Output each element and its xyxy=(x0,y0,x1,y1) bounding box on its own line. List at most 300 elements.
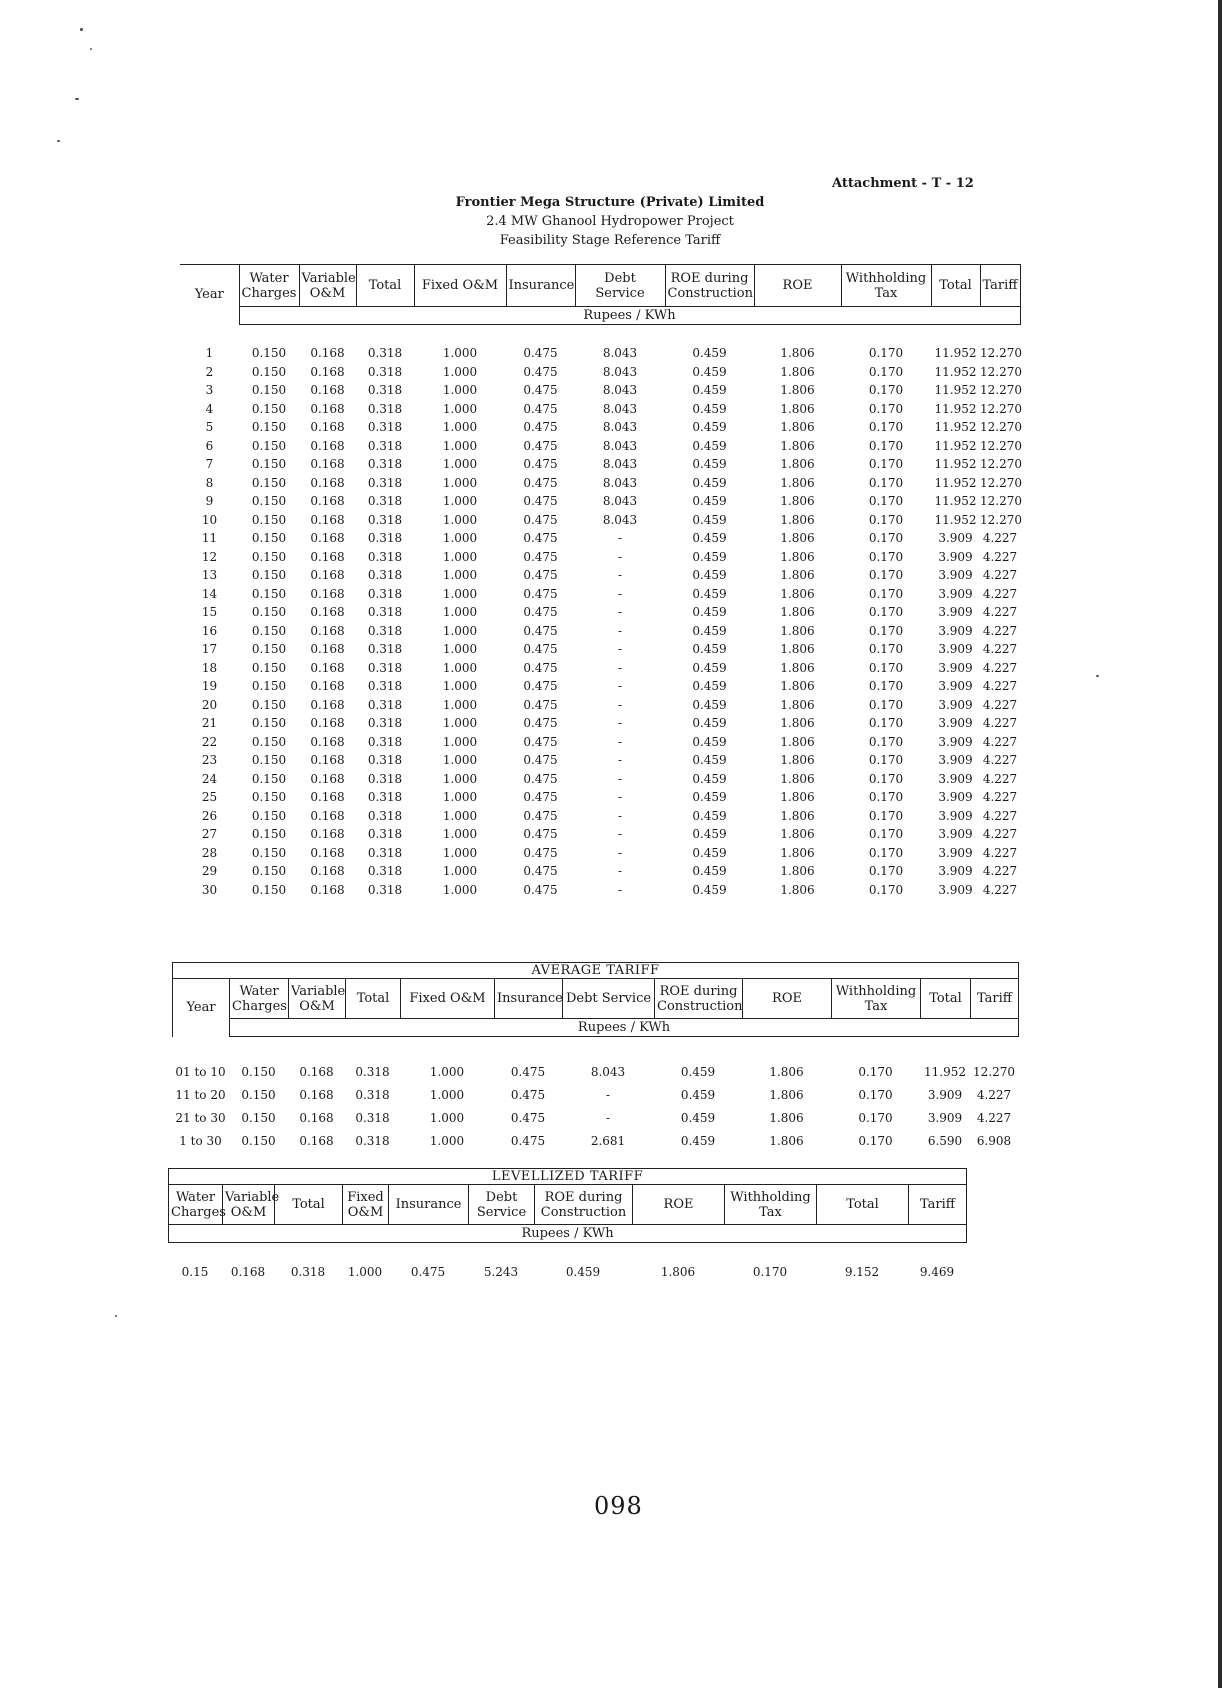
table-cell: 0.170 xyxy=(868,697,904,712)
table-cell: 12.270 xyxy=(980,475,1022,490)
table-cell: - xyxy=(617,808,623,823)
annual-data-table xyxy=(180,344,1020,899)
col-header-roe-construction: ROE during Construction xyxy=(665,265,754,307)
year-cell: 16 xyxy=(201,623,218,638)
table-cell: 0.168 xyxy=(310,642,345,657)
table-cell: - xyxy=(617,586,623,601)
table-cell: 1.000 xyxy=(442,845,478,860)
table-row xyxy=(180,714,1020,733)
avg-col-header-insurance: Insurance xyxy=(495,979,563,1019)
table-cell: 0.475 xyxy=(523,531,558,546)
table-cell: 0.459 xyxy=(692,882,727,897)
table-cell: 1.000 xyxy=(429,1110,465,1125)
table-cell: 1.806 xyxy=(769,1087,804,1102)
col-header-water-charges: Water Charges xyxy=(239,265,299,307)
table-cell: 1.806 xyxy=(780,401,815,416)
table-cell: - xyxy=(617,845,623,860)
table-cell: 1.000 xyxy=(442,383,478,398)
year-cell: 2 xyxy=(205,364,214,379)
table-cell: - xyxy=(617,790,623,805)
year-cell: 21 xyxy=(201,716,218,731)
year-cell: 3 xyxy=(205,383,214,398)
table-cell: 11.952 xyxy=(934,383,977,398)
table-cell: 1.806 xyxy=(769,1110,804,1125)
average-data-table xyxy=(172,1060,1018,1152)
table-cell: 0.168 xyxy=(310,808,345,823)
table-cell: 11.952 xyxy=(934,457,977,472)
table-row xyxy=(180,677,1020,696)
table-cell: 0.150 xyxy=(251,697,287,712)
table-cell: 1.000 xyxy=(442,827,478,842)
table-cell: - xyxy=(617,568,623,583)
table-cell: 1.000 xyxy=(442,346,478,361)
table-cell: 0.150 xyxy=(251,568,287,583)
table-cell: 0.459 xyxy=(692,383,727,398)
table-row xyxy=(180,418,1020,437)
table-cell: - xyxy=(617,623,623,638)
table-cell: 0.170 xyxy=(858,1087,893,1102)
table-cell: 3.909 xyxy=(938,586,973,601)
table-row xyxy=(180,881,1020,900)
table-cell: 1.000 xyxy=(442,660,478,675)
table-cell: 1.000 xyxy=(442,753,478,768)
table-cell: 8.043 xyxy=(602,401,638,416)
table-row xyxy=(180,474,1020,493)
table-cell: 8.043 xyxy=(602,457,638,472)
table-cell: 3.909 xyxy=(938,808,973,823)
table-cell: 12.270 xyxy=(980,420,1022,435)
table-cell: 4.227 xyxy=(982,771,1018,786)
table-cell: 0.150 xyxy=(251,623,287,638)
table-cell: 3.909 xyxy=(938,679,973,694)
table-cell: 0.168 xyxy=(310,771,345,786)
table-cell: 1.806 xyxy=(780,605,815,620)
table-cell: 11.952 xyxy=(924,1064,966,1079)
table-cell: 0.475 xyxy=(523,420,558,435)
table-cell: 0.475 xyxy=(523,882,558,897)
table-cell: 1.000 xyxy=(442,457,478,472)
table-cell: 0.170 xyxy=(868,605,904,620)
table-cell: 1.000 xyxy=(442,864,478,879)
year-range-cell: 21 to 30 xyxy=(175,1110,226,1125)
table-cell: 0.318 xyxy=(367,771,403,786)
year-cell: 5 xyxy=(205,420,214,435)
table-cell: 4.227 xyxy=(982,734,1018,749)
table-cell: 0.170 xyxy=(868,364,904,379)
table-cell: 1.000 xyxy=(429,1133,465,1148)
table-cell: 0.168 xyxy=(310,568,345,583)
table-cell: 8.043 xyxy=(602,420,638,435)
table-cell: 1.806 xyxy=(780,568,815,583)
table-cell: 0.475 xyxy=(523,364,558,379)
table-cell: 1.000 xyxy=(442,734,478,749)
table-cell: 1.806 xyxy=(780,734,815,749)
table-cell: 0.318 xyxy=(367,549,403,564)
table-cell: 0.170 xyxy=(868,494,904,509)
table-cell: 4.227 xyxy=(982,864,1018,879)
table-cell: 1.000 xyxy=(442,512,478,527)
table-cell: 0.168 xyxy=(310,716,345,731)
average-tariff-title: AVERAGE TARIFF xyxy=(173,963,1019,979)
scan-speck xyxy=(75,98,79,100)
table-cell: 3.909 xyxy=(927,1110,963,1125)
table-cell: 0.150 xyxy=(251,494,287,509)
col-header-total-2: Total xyxy=(931,265,980,307)
table-cell: 0.168 xyxy=(310,623,345,638)
document-subtitle: Feasibility Stage Reference Tariff xyxy=(499,233,721,248)
table-cell: 0.150 xyxy=(251,660,287,675)
table-cell: 0.150 xyxy=(251,383,287,398)
table-cell: 0.459 xyxy=(692,586,727,601)
table-cell: 0.170 xyxy=(868,531,904,546)
table-cell: 0.459 xyxy=(692,697,727,712)
table-cell: 0.459 xyxy=(680,1110,716,1125)
table-cell: 1.806 xyxy=(769,1064,804,1079)
table-cell: 0.475 xyxy=(523,512,558,527)
lev-cell: 1.000 xyxy=(347,1265,383,1280)
table-cell: 0.170 xyxy=(868,771,904,786)
table-cell: 11.952 xyxy=(934,494,977,509)
year-cell: 11 xyxy=(201,531,218,546)
table-cell: 0.459 xyxy=(692,401,727,416)
table-cell: 0.170 xyxy=(868,845,904,860)
table-cell: 11.952 xyxy=(934,346,977,361)
table-cell: 0.459 xyxy=(692,531,727,546)
table-cell: 4.227 xyxy=(982,586,1018,601)
lev-cell: 5.243 xyxy=(483,1265,519,1280)
table-cell: 12.270 xyxy=(980,512,1022,527)
col-header-total: Total xyxy=(356,265,414,307)
table-cell: - xyxy=(617,716,623,731)
table-cell: - xyxy=(617,734,623,749)
table-cell: 0.459 xyxy=(692,660,727,675)
table-cell: 4.227 xyxy=(982,605,1018,620)
lev-cell: 0.170 xyxy=(752,1265,788,1280)
table-cell: 0.318 xyxy=(367,660,403,675)
table-cell: 0.318 xyxy=(367,623,403,638)
table-cell: 0.170 xyxy=(868,383,904,398)
year-cell: 19 xyxy=(201,679,218,694)
lev-col-header-tariff: Tariff xyxy=(909,1185,967,1225)
year-range-cell: 1 to 30 xyxy=(179,1133,222,1148)
table-row xyxy=(180,770,1020,789)
table-cell: 0.318 xyxy=(367,346,403,361)
table-cell: 0.170 xyxy=(868,864,904,879)
year-cell: 6 xyxy=(205,438,214,453)
table-cell: 0.459 xyxy=(692,420,727,435)
lev-col-header-variable-om: Variable O&M xyxy=(223,1185,275,1225)
table-row xyxy=(180,696,1020,715)
table-cell: 1.000 xyxy=(442,568,478,583)
table-cell: 0.168 xyxy=(310,364,345,379)
table-cell: 0.150 xyxy=(251,845,287,860)
table-cell: 0.150 xyxy=(241,1087,276,1102)
table-cell: 0.475 xyxy=(523,623,558,638)
table-cell: 0.318 xyxy=(367,605,403,620)
table-cell: 0.475 xyxy=(523,864,558,879)
table-cell: 1.000 xyxy=(442,716,478,731)
table-cell: 1.806 xyxy=(780,642,815,657)
lev-col-header-debt-service: Debt Service xyxy=(469,1185,535,1225)
table-cell: 0.475 xyxy=(523,494,558,509)
table-cell: 3.909 xyxy=(938,734,973,749)
table-cell: 0.150 xyxy=(251,401,287,416)
table-cell: 4.227 xyxy=(982,568,1018,583)
table-cell: 1.000 xyxy=(442,771,478,786)
table-row xyxy=(180,511,1020,530)
table-cell: 0.459 xyxy=(692,771,727,786)
table-cell: 12.270 xyxy=(980,383,1022,398)
table-cell: 0.150 xyxy=(251,716,287,731)
table-cell: 0.475 xyxy=(523,568,558,583)
avg-units-label: Rupees / KWh xyxy=(230,1019,1019,1037)
table-cell: 1.000 xyxy=(442,808,478,823)
avg-col-header-tariff: Tariff xyxy=(971,979,1019,1019)
table-cell: 12.270 xyxy=(980,346,1022,361)
table-cell: 1.000 xyxy=(442,438,478,453)
table-cell: - xyxy=(617,679,623,694)
table-cell: 3.909 xyxy=(938,882,973,897)
table-cell: 0.170 xyxy=(858,1064,893,1079)
lev-cell: 0.318 xyxy=(290,1265,326,1280)
table-cell: 8.043 xyxy=(602,383,638,398)
table-cell: 0.318 xyxy=(367,697,403,712)
col-header-roe: ROE xyxy=(754,265,841,307)
table-cell: 0.170 xyxy=(868,438,904,453)
table-cell: - xyxy=(617,605,623,620)
col-header-debt-service: Debt Service xyxy=(575,265,665,307)
table-cell: 0.168 xyxy=(310,697,345,712)
table-cell: 0.168 xyxy=(310,512,345,527)
table-cell: 1.806 xyxy=(780,531,815,546)
table-cell: 1.000 xyxy=(442,882,478,897)
table-cell: 0.318 xyxy=(367,716,403,731)
table-cell: 8.043 xyxy=(602,438,638,453)
table-cell: - xyxy=(617,549,623,564)
table-cell: 0.170 xyxy=(868,734,904,749)
table-cell: 0.150 xyxy=(251,475,287,490)
table-cell: 4.227 xyxy=(982,623,1018,638)
lev-cell: 9.469 xyxy=(919,1265,955,1280)
attachment-label: Attachment - T - 12 xyxy=(832,176,974,191)
table-cell: 8.043 xyxy=(602,475,638,490)
year-cell: 27 xyxy=(201,827,218,842)
table-row xyxy=(180,622,1020,641)
table-cell: 0.170 xyxy=(868,623,904,638)
table-cell: 8.043 xyxy=(602,346,638,361)
table-cell: 0.459 xyxy=(692,438,727,453)
table-cell: 0.170 xyxy=(868,401,904,416)
table-cell: 4.227 xyxy=(982,716,1018,731)
table-cell: 0.168 xyxy=(310,346,345,361)
table-cell: 3.909 xyxy=(938,771,973,786)
table-cell: 0.170 xyxy=(868,457,904,472)
table-cell: 0.150 xyxy=(241,1133,276,1148)
table-cell: 0.150 xyxy=(251,679,287,694)
table-cell: 1.806 xyxy=(780,586,815,601)
table-cell: 0.170 xyxy=(868,716,904,731)
table-cell: 3.909 xyxy=(927,1087,963,1102)
table-cell: 1.806 xyxy=(780,864,815,879)
table-cell: 0.150 xyxy=(251,790,287,805)
table-cell: 1.806 xyxy=(780,827,815,842)
table-cell: 0.475 xyxy=(523,716,558,731)
table-cell: 0.168 xyxy=(310,549,345,564)
table-cell: - xyxy=(617,771,623,786)
table-cell: 0.475 xyxy=(510,1064,546,1079)
table-cell: 0.318 xyxy=(355,1087,390,1102)
table-cell: 0.318 xyxy=(367,457,403,472)
annual-header-table xyxy=(180,264,1021,325)
table-cell: 0.318 xyxy=(367,512,403,527)
table-cell: - xyxy=(617,827,623,842)
table-cell: 0.170 xyxy=(868,642,904,657)
table-cell: 0.318 xyxy=(367,679,403,694)
table-cell: - xyxy=(617,660,623,675)
table-cell: 0.318 xyxy=(367,808,403,823)
year-cell: 18 xyxy=(201,660,218,675)
table-cell: 0.459 xyxy=(692,475,727,490)
table-cell: 1.000 xyxy=(442,364,478,379)
table-cell: 11.952 xyxy=(934,438,977,453)
table-cell: 0.459 xyxy=(692,679,727,694)
table-cell: 12.270 xyxy=(973,1064,1015,1079)
table-cell: 0.459 xyxy=(692,549,727,564)
table-cell: 0.475 xyxy=(523,346,558,361)
table-cell: 4.227 xyxy=(982,697,1018,712)
table-cell: 0.318 xyxy=(367,753,403,768)
table-cell: 0.168 xyxy=(310,420,345,435)
table-cell: 0.475 xyxy=(523,771,558,786)
table-cell: 0.475 xyxy=(523,549,558,564)
table-cell: 2.681 xyxy=(590,1133,626,1148)
table-cell: 3.909 xyxy=(938,753,973,768)
table-cell: 11.952 xyxy=(934,420,977,435)
table-cell: 6.590 xyxy=(927,1133,963,1148)
table-cell: 0.150 xyxy=(251,531,287,546)
table-cell: 1.000 xyxy=(442,623,478,638)
table-cell: 0.475 xyxy=(523,401,558,416)
table-cell: 0.459 xyxy=(692,494,727,509)
table-cell: 4.227 xyxy=(982,753,1018,768)
table-cell: 0.150 xyxy=(251,827,287,842)
year-cell: 9 xyxy=(205,494,214,509)
table-cell: 0.168 xyxy=(310,827,345,842)
table-cell: 1.806 xyxy=(780,660,815,675)
table-cell: 4.227 xyxy=(982,882,1018,897)
lev-cell: 1.806 xyxy=(660,1265,696,1280)
table-cell: 11.952 xyxy=(934,475,977,490)
table-cell: 0.318 xyxy=(367,642,403,657)
lev-col-header-water-charges: Water Charges xyxy=(169,1185,223,1225)
table-cell: 0.459 xyxy=(692,753,727,768)
table-cell: 1.806 xyxy=(769,1133,804,1148)
lev-col-header-fixed-om: Fixed O&M xyxy=(343,1185,389,1225)
table-cell: 0.318 xyxy=(367,438,403,453)
table-cell: 1.000 xyxy=(442,697,478,712)
table-cell: 0.150 xyxy=(251,734,287,749)
table-cell: 3.909 xyxy=(938,864,973,879)
table-cell: 0.459 xyxy=(692,790,727,805)
table-cell: 0.168 xyxy=(310,734,345,749)
levellized-row xyxy=(168,1263,966,1282)
table-cell: - xyxy=(617,531,623,546)
table-cell: 0.170 xyxy=(868,586,904,601)
table-cell: 1.806 xyxy=(780,438,815,453)
table-cell: 0.475 xyxy=(510,1133,546,1148)
table-cell: 0.459 xyxy=(692,642,727,657)
table-cell: 12.270 xyxy=(980,457,1022,472)
table-cell: 8.043 xyxy=(590,1064,626,1079)
table-cell: 0.475 xyxy=(523,438,558,453)
table-cell: 1.806 xyxy=(780,346,815,361)
table-cell: 0.459 xyxy=(692,512,727,527)
year-cell: 13 xyxy=(201,568,218,583)
table-row xyxy=(180,751,1020,770)
table-cell: 0.168 xyxy=(310,660,345,675)
table-cell: 3.909 xyxy=(938,697,973,712)
table-cell: - xyxy=(605,1110,611,1125)
table-cell: 0.475 xyxy=(523,734,558,749)
scan-speck xyxy=(80,28,83,31)
table-cell: 12.270 xyxy=(980,438,1022,453)
table-row xyxy=(180,455,1020,474)
table-cell: 1.000 xyxy=(442,642,478,657)
table-cell: 0.168 xyxy=(310,845,345,860)
table-cell: 1.000 xyxy=(442,401,478,416)
lev-col-header-roe: ROE xyxy=(633,1185,725,1225)
table-row xyxy=(180,640,1020,659)
average-row xyxy=(172,1129,1018,1152)
table-cell: 0.170 xyxy=(858,1133,893,1148)
col-header-fixed-om: Fixed O&M xyxy=(414,265,506,307)
table-row xyxy=(180,437,1020,456)
table-row xyxy=(180,548,1020,567)
table-row xyxy=(180,844,1020,863)
table-cell: 4.227 xyxy=(982,642,1018,657)
table-cell: 11.952 xyxy=(934,364,977,379)
table-cell: 1.000 xyxy=(442,549,478,564)
table-cell: 0.318 xyxy=(367,420,403,435)
table-cell: 12.270 xyxy=(980,494,1022,509)
table-cell: 0.459 xyxy=(692,457,727,472)
avg-col-header-fixed-om: Fixed O&M xyxy=(401,979,495,1019)
table-cell: 0.150 xyxy=(251,771,287,786)
table-cell: 11.952 xyxy=(934,512,977,527)
table-cell: 0.318 xyxy=(367,383,403,398)
table-cell: 3.909 xyxy=(938,716,973,731)
table-cell: 0.168 xyxy=(310,790,345,805)
table-cell: 1.806 xyxy=(780,808,815,823)
table-row xyxy=(180,659,1020,678)
col-header-insurance: Insurance xyxy=(506,265,575,307)
table-cell: 0.150 xyxy=(251,882,287,897)
table-cell: - xyxy=(617,864,623,879)
table-cell: - xyxy=(617,882,623,897)
table-cell: 1.000 xyxy=(442,531,478,546)
table-cell: 4.227 xyxy=(976,1087,1012,1102)
table-cell: 0.150 xyxy=(251,864,287,879)
table-cell: 11.952 xyxy=(934,401,977,416)
table-cell: 1.000 xyxy=(442,494,478,509)
levellized-data-table xyxy=(168,1263,966,1282)
table-cell: 0.168 xyxy=(310,605,345,620)
table-cell: 3.909 xyxy=(938,549,973,564)
table-cell: 3.909 xyxy=(938,605,973,620)
lev-col-header-total-2: Total xyxy=(817,1185,909,1225)
table-cell: 0.168 xyxy=(310,586,345,601)
lev-cell: 0.168 xyxy=(230,1265,266,1280)
